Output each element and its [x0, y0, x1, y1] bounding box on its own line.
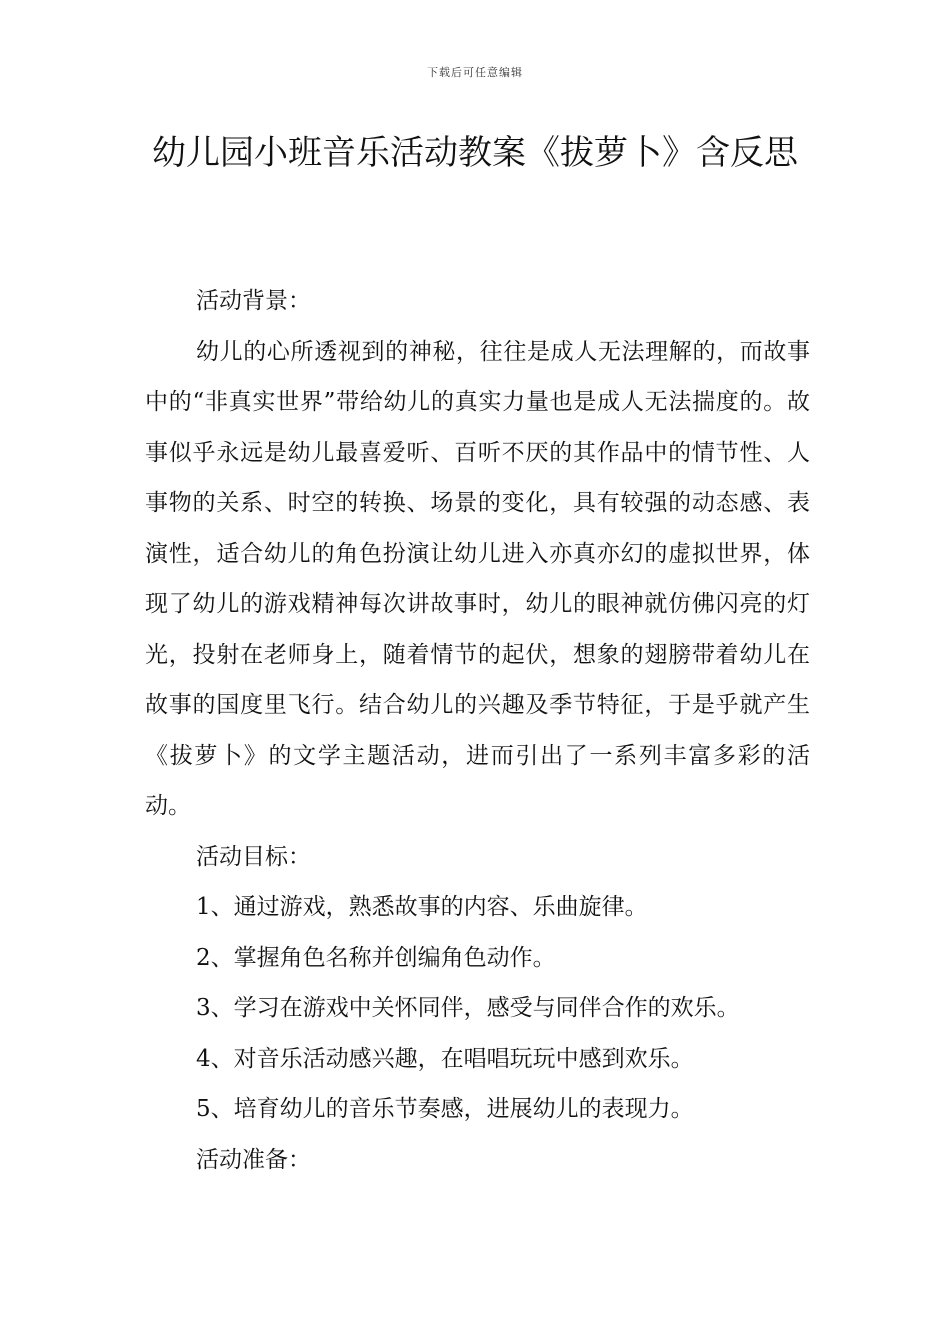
header-note: 下载后可任意编辑: [427, 66, 523, 79]
document-body: [145, 276, 810, 1185]
document-title: 幼儿园小班音乐活动教案《拔萝卜》含反思: [152, 133, 798, 173]
goals-heading: 活动目标：: [196, 843, 311, 870]
preparation-heading: 活动准备：: [196, 1146, 311, 1173]
goal-item: 5、培育幼儿的音乐节奏感，进展幼儿的表现力。: [196, 1096, 694, 1122]
goal-item: 4、对音乐活动感兴趣，在唱唱玩玩中感到欢乐。: [196, 1045, 694, 1072]
background-paragraph: 幼儿的心所透视到的神秘，往往是成人无法理解的，而故事中的“非真实世界”带给幼儿的真实力量也是成人无法揣度的。故事似乎永远是幼儿最喜爱听、百听不厌的其作品中的情节性、人事物的关系、时空的转换、场景的变化，具有较强的动态感、表演性，适合幼儿的角色扮演让幼儿进入亦真亦幻的虚拟世界，体现了幼儿的游戏精神每次讲故事时，幼儿的眼神就仿佛闪亮的灯光，投射在老师身上，随着情节的起伏，想象的翅膀带着幼儿在故事的国度里飞行。结合幼儿的兴趣及季节特征，于是乎就产生《拔萝卜》的文学主题活动，进而引出了一系列丰富多彩的活动。: [145, 338, 810, 819]
background-heading: 活动背景：: [196, 288, 311, 314]
goal-item: 1、通过游戏，熟悉故事的内容、乐曲旋律。: [196, 894, 648, 920]
goal-item: 2、掌握角色名称并创编角色动作。: [196, 944, 556, 971]
goal-item: 3、学习在游戏中关怀同伴，感受与同伴合作的欢乐。: [196, 995, 740, 1021]
